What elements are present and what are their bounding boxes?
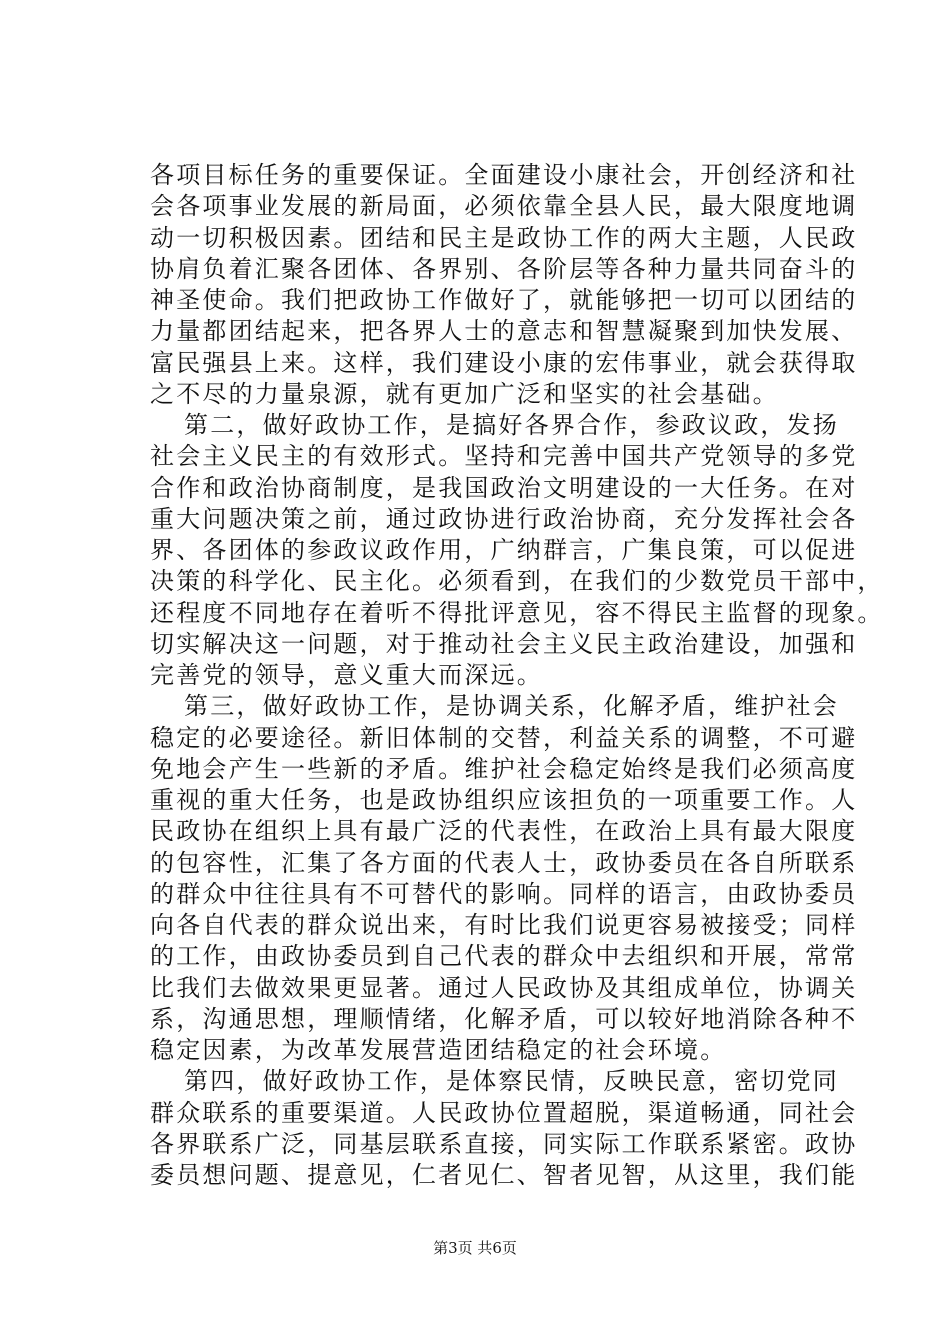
text-line: 会各项事业发展的新局面，必须依靠全县人民，最大限度地调 [150,192,858,221]
text-line: 社会主义民主的有效形式。坚持和完善中国共产党领导的多党 [150,442,858,471]
text-line: 协肩负着汇聚各团体、各界别、各阶层等各种力量共同奋斗的 [150,254,858,283]
text-line: 稳定的必要途径。新旧体制的交替，利益关系的调整，不可避 [150,723,858,752]
text-line: 切实解决这一问题，对于推动社会主义民主政治建设，加强和 [150,629,858,658]
text-line: 的包容性，汇集了各方面的代表人士，政协委员在各自所联系 [150,848,858,877]
text-line: 界、各团体的参政议政作用，广纳群言，广集良策，可以促进 [150,536,858,564]
text-line: 比我们去做效果更显著。通过人民政协及其组成单位，协调关 [150,973,858,1002]
text-line: 之不尽的力量泉源，就有更加广泛和坚实的社会基础。 [150,379,779,408]
text-line: 重视的重大任务，也是政协组织应该担负的一项重要工作。人 [150,786,858,814]
text-line: 的群众中往往具有不可替代的影响。同样的语言，由政协委员 [150,879,858,908]
text-line: 委员想问题、提意见，仁者见仁、智者见智，从这里，我们能 [150,1161,858,1189]
text-line: 重大问题决策之前，通过政协进行政治协商，充分发挥社会各 [150,504,858,533]
text-line: 合作和政治协商制度，是我国政治文明建设的一大任务。在对 [150,473,858,502]
text-line: 各界联系广泛，同基层联系直接，同实际工作联系紧密。政协 [150,1129,858,1158]
text-line: 还程度不同地存在着听不得批评意见，容不得民主监督的现象。 [150,598,884,627]
text-line: 神圣使命。我们把政协工作做好了，就能够把一切可以团结的 [150,286,858,314]
paragraph-first-line: 第三，做好政协工作，是协调关系，化解矛盾，维护社会 [184,692,839,721]
text-line: 系，沟通思想，理顺情绪，化解矛盾，可以较好地消除各种不 [150,1004,858,1033]
text-line: 稳定因素，为改革发展营造团结稳定的社会环境。 [150,1036,727,1064]
text-line: 向各自代表的群众说出来，有时比我们说更容易被接受；同样 [150,911,858,939]
text-line: 各项目标任务的重要保证。全面建设小康社会，开创经济和社 [150,161,858,189]
text-line: 免地会产生一些新的矛盾。维护社会稳定始终是我们必须高度 [150,754,858,783]
text-line: 力量都团结起来，把各界人士的意志和智慧凝聚到加快发展、 [150,317,858,346]
text-line: 民政协在组织上具有最广泛的代表性，在政治上具有最大限度 [150,817,858,846]
page-footer: 第3页 共6页 [433,1239,517,1257]
paragraph-first-line: 第四，做好政协工作，是体察民情，反映民意，密切党同 [184,1067,839,1096]
text-line: 富民强县上来。这样，我们建设小康的宏伟事业，就会获得取 [150,348,858,377]
text-line: 群众联系的重要渠道。人民政协位置超脱，渠道畅通，同社会 [150,1098,858,1127]
text-line: 决策的科学化、民主化。必须看到，在我们的少数党员干部中， [150,567,884,596]
document-body [150,160,884,1191]
text-line: 完善党的领导，意义重大而深远。 [150,661,543,689]
text-line: 的工作，由政协委员到自己代表的群众中去组织和开展，常常 [150,942,858,971]
text-line: 动一切积极因素。团结和民主是政协工作的两大主题，人民政 [150,223,858,252]
paragraph-first-line: 第二，做好政协工作，是搞好各界合作，参政议政，发扬 [184,411,839,439]
